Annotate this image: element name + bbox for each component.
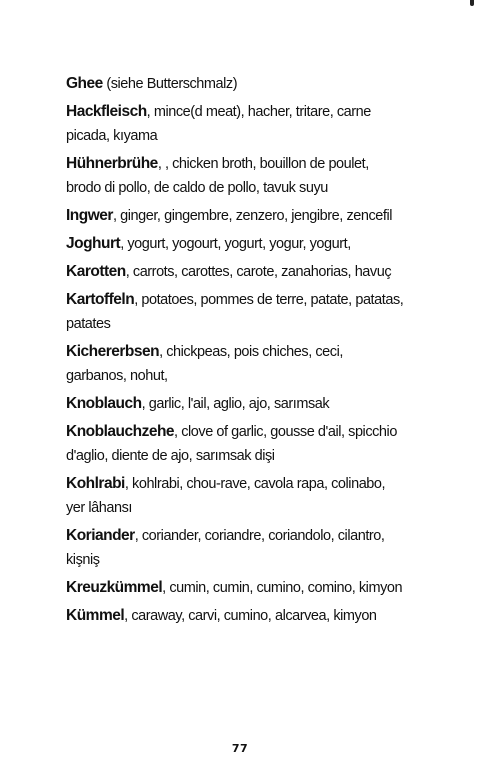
entry-translations: , chickpeas, pois chiches, ceci, garbanos, nohut,: [66, 344, 343, 384]
entry-translations: (siehe Butterschmalz): [102, 76, 238, 92]
corner-mark: [470, 0, 474, 6]
glossary-entry-karotten: [66, 260, 406, 284]
glossary-list: [66, 72, 406, 632]
entry-term: Ghee: [66, 75, 103, 92]
entry-term: Joghurt: [66, 235, 121, 252]
glossary-entry-knoblauchzehe: [66, 420, 406, 468]
entry-translations: , , chicken broth, bouillon de poulet, brodo di pollo, de caldo de pollo, tavuk suyu: [66, 156, 369, 196]
glossary-entry-kohlrabi: [66, 472, 406, 520]
glossary-entry-ingwer: [66, 204, 406, 228]
entry-term: Knoblauch: [66, 395, 142, 412]
glossary-entry-knoblauch: [66, 392, 406, 416]
glossary-entry-kreuzkuemmel: [66, 576, 406, 600]
entry-translations: , garlic, l'ail, aglio, ajo, sarımsak: [141, 396, 330, 412]
entry-translations: , caraway, carvi, cumino, alcarvea, kimyon: [124, 608, 377, 624]
entry-term: Ingwer: [66, 207, 113, 224]
glossary-entry-kartoffeln: [66, 288, 406, 336]
glossary-entry-joghurt: [66, 232, 406, 256]
entry-translations: , clove of garlic, gousse d'ail, spicchio d'aglio, diente de ajo, sarımsak dişi: [66, 424, 397, 464]
entry-term: Kohlrabi: [66, 475, 125, 492]
page-number: 77: [231, 742, 249, 755]
entry-term: Hühnerbrühe: [66, 155, 158, 172]
entry-term: Kümmel: [66, 607, 125, 624]
entry-translations: , potatoes, pommes de terre, patate, patatas, patates: [66, 292, 404, 332]
entry-term: Karotten: [66, 263, 126, 280]
glossary-entry-kichererbsen: [66, 340, 406, 388]
entry-translations: , coriander, coriandre, coriandolo, cilantro, kişniş: [66, 528, 385, 568]
glossary-entry-huehnerbruehe: [66, 152, 406, 200]
entry-translations: , mince(d meat), hacher, tritare, carne picada, kıyama: [66, 104, 371, 144]
entry-translations: , yogurt, yogourt, yogurt, yogur, yogurt,: [120, 236, 351, 252]
entry-translations: , carrots, carottes, carote, zanahorias, havuç: [125, 264, 392, 280]
glossary-entry-koriander: [66, 524, 406, 572]
entry-term: Kichererbsen: [66, 343, 160, 360]
entry-translations: , cumin, cumin, cumino, comino, kimyon: [162, 580, 403, 596]
entry-term: Koriander: [66, 527, 135, 544]
entry-translations: , ginger, gingembre, zenzero, jengibre, zencefil: [112, 208, 393, 224]
entry-term: Kartoffeln: [66, 291, 135, 308]
glossary-entry-ghee: [66, 72, 406, 96]
entry-term: Kreuzkümmel: [66, 579, 163, 596]
entry-term: Hackfleisch: [66, 103, 147, 120]
glossary-entry-kuemmel: [66, 604, 406, 628]
glossary-entry-hackfleisch: [66, 100, 406, 148]
entry-term: Knoblauchzehe: [66, 423, 175, 440]
entry-translations: , kohlrabi, chou-rave, cavola rapa, colinabo, yer lâhansı: [66, 476, 386, 516]
